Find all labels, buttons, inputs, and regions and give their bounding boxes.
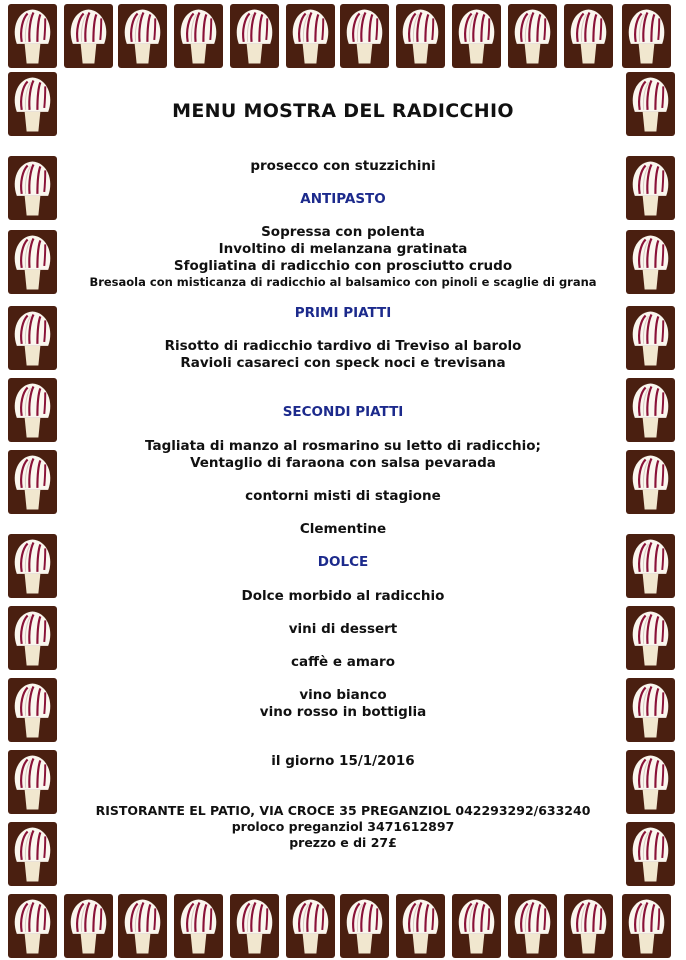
dolce-item: Dolce morbido al radicchio: [241, 588, 445, 604]
primi-item: Risotto di radicchio tardivo di Treviso al barolo: [164, 338, 522, 354]
radicchio-icon: [340, 894, 389, 958]
secondi-heading: SECONDI PIATTI: [282, 404, 404, 420]
antipasto-item: Sfogliatina di radicchio con prosciutto crudo: [173, 258, 513, 274]
radicchio-icon: [230, 4, 279, 68]
radicchio-icon: [508, 894, 557, 958]
radicchio-icon: [286, 894, 335, 958]
antipasto-item: Involtino di melanzana gratinata: [218, 241, 468, 257]
date-line: il giorno 15/1/2016: [271, 753, 415, 769]
price-line: prezzo e di 27£: [289, 835, 397, 850]
menu-title: MENU MOSTRA DEL RADICCHIO: [172, 100, 514, 122]
caffe-line: caffè e amaro: [291, 654, 395, 670]
radicchio-icon: [564, 894, 613, 958]
radicchio-icon: [286, 4, 335, 68]
radicchio-icon: [452, 894, 501, 958]
vino-line: vino bianco: [299, 687, 387, 703]
secondi-item: Tagliata di manzo al rosmarino su letto di radicchio;: [145, 438, 541, 454]
primi-heading: PRIMI PIATTI: [294, 305, 392, 321]
radicchio-icon: [118, 4, 167, 68]
radicchio-icon: [452, 4, 501, 68]
radicchio-icon: [622, 4, 671, 68]
dolce-heading: DOLCE: [317, 554, 369, 570]
radicchio-icon: [508, 4, 557, 68]
restaurant-line: RISTORANTE EL PATIO, VIA CROCE 35 PREGANZIOL 042293292/633240: [95, 803, 591, 818]
radicchio-icon: [396, 894, 445, 958]
radicchio-icon: [8, 4, 57, 68]
radicchio-icon: [396, 4, 445, 68]
vino-line: vino rosso in bottiglia: [259, 704, 427, 720]
contorni-line: contorni misti di stagione: [245, 488, 441, 504]
intro-line: prosecco con stuzzichini: [250, 158, 436, 174]
frutta-line: Clementine: [299, 521, 387, 537]
radicchio-icon: [340, 4, 389, 68]
radicchio-icon: [118, 894, 167, 958]
antipasto-item: Sopressa con polenta: [261, 224, 425, 240]
vini-dessert-line: vini di dessert: [288, 621, 398, 637]
antipasto-heading: ANTIPASTO: [300, 191, 386, 207]
radicchio-icon: [564, 4, 613, 68]
radicchio-icon: [174, 4, 223, 68]
radicchio-icon: [230, 894, 279, 958]
antipasto-item: Bresaola con misticanza di radicchio al balsamico con pinoli e scaglie di grana: [89, 275, 597, 289]
radicchio-icon: [174, 894, 223, 958]
radicchio-icon: [64, 894, 113, 958]
proloco-line: proloco preganziol 3471612897: [231, 819, 455, 834]
radicchio-icon: [622, 894, 671, 958]
radicchio-icon: [8, 894, 57, 958]
secondi-item: Ventaglio di faraona con salsa pevarada: [190, 455, 496, 471]
primi-item: Ravioli casareci con speck noci e trevisana: [180, 355, 506, 371]
radicchio-icon: [64, 4, 113, 68]
